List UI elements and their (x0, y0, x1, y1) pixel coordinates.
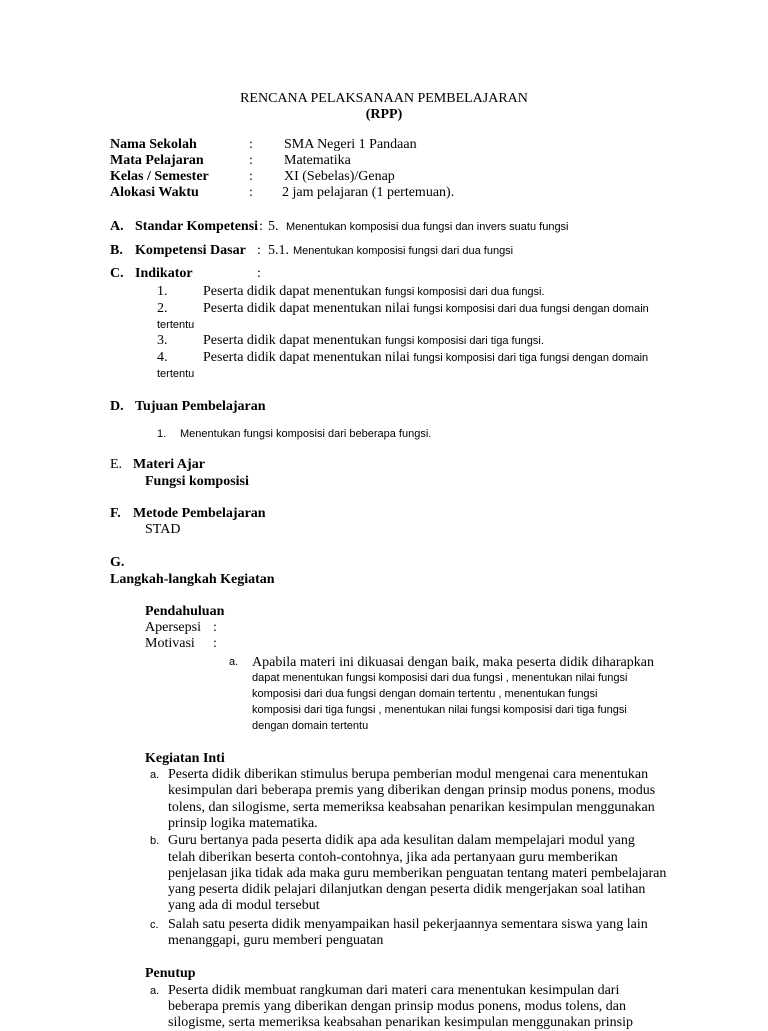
apersepsi-colon: : (213, 620, 217, 635)
motivasi-line: dengan domain tertentu (252, 720, 369, 732)
kegiatan-line: tolens, dan silogisme, serta memeriksa keabsahan penarikan kesimpulan menggunakan (168, 800, 655, 815)
info-colon: : (249, 153, 253, 168)
section-c-marker: C. (110, 266, 124, 281)
section-d-label: Tujuan Pembelajaran (135, 399, 266, 414)
kegiatan-line: Guru bertanya pada peserta didik apa ada kesulitan dalam mempelajari modul yang (168, 833, 635, 848)
penutup-heading: Penutup (145, 966, 196, 981)
document-title: RENCANA PELAKSANAAN PEMBELAJARAN (240, 91, 528, 106)
info-label-alokasi: Alokasi Waktu (110, 185, 199, 200)
motivasi-label: Motivasi (145, 636, 195, 651)
kegiatan-marker: b. (150, 835, 160, 847)
section-b-label: Kompetensi Dasar (135, 243, 246, 258)
list-item-continuation: tertentu (157, 368, 195, 380)
section-c-label: Indikator (135, 266, 193, 281)
motivasi-line: Apabila materi ini dikuasai dengan baik, maka peserta didik diharapkan (252, 655, 654, 670)
section-b-marker: B. (110, 243, 123, 258)
section-f-label: Metode Pembelajaran (133, 506, 266, 521)
list-item: 3. Peserta didik dapat menentukan fungsi komposisi dari tiga fungsi. (157, 333, 544, 348)
tujuan-number: 1. (157, 428, 167, 440)
list-item: 2. Peserta didik dapat menentukan nilai fungsi komposisi dari dua fungsi dengan domain (157, 301, 649, 316)
document-subtitle: (RPP) (365, 107, 403, 122)
section-a-label: Standar Kompetensi (135, 219, 259, 234)
list-item: 4. Peserta didik dapat menentukan nilai fungsi komposisi dari tiga fungsi dengan domain (157, 350, 649, 365)
section-e-label: Materi Ajar (133, 457, 205, 472)
info-colon: : (249, 169, 253, 184)
section-a-text: Menentukan komposisi dua fungsi dan invers suatu fungsi (286, 221, 569, 233)
apersepsi-label: Apersepsi (145, 620, 201, 635)
motivasi-line: dapat menentukan fungsi komposisi dari dua fungsi , menentukan nilai fungsi (252, 672, 628, 684)
info-value-sekolah: SMA Negeri 1 Pandaan (284, 137, 417, 152)
kegiatan-marker: a. (150, 769, 160, 781)
info-value-alokasi: 2 jam pelajaran (1 pertemuan). (282, 185, 455, 200)
section-d-marker: D. (110, 399, 124, 414)
section-b-colon: : (257, 243, 261, 258)
motivasi-marker: a. (229, 656, 239, 668)
kegiatan-line: prinsip logika matematika. (168, 816, 318, 831)
section-e-content: Fungsi komposisi (145, 474, 249, 489)
section-f-marker: F. (110, 506, 121, 521)
info-label-sekolah: Nama Sekolah (110, 137, 197, 152)
section-a-marker: A. (110, 219, 124, 234)
section-b-text: Menentukan komposisi fungsi dari dua fungsi (293, 245, 514, 257)
penutup-line: silogisme, serta memeriksa keabsahan penarikan kesimpulan menggunakan prinsip (168, 1015, 633, 1030)
penutup-line: beberapa premis yang diberikan dengan prinsip modus ponens, modus tolens, dan (168, 999, 627, 1014)
section-e-marker: E. (110, 457, 123, 472)
info-label-kelas: Kelas / Semester (110, 169, 209, 184)
info-colon: : (249, 137, 253, 152)
motivasi-colon: : (213, 636, 217, 651)
kegiatan-line: yang ada di modul tersebut (168, 898, 320, 913)
section-g-marker: G. (110, 555, 125, 570)
section-a-number: 5. (268, 219, 279, 234)
info-colon: : (249, 185, 253, 200)
list-item-continuation: tertentu (157, 319, 195, 331)
info-label-mapel: Mata Pelajaran (110, 153, 204, 168)
info-value-kelas: XI (Sebelas)/Genap (284, 169, 395, 184)
motivasi-line: komposisi dari dua fungsi dengan domain tertentu , menentukan fungsi (252, 688, 598, 700)
tujuan-text: Menentukan fungsi komposisi dari beberapa fungsi. (180, 428, 432, 440)
list-item: 1. Peserta didik dapat menentukan fungsi komposisi dari dua fungsi. (157, 284, 545, 299)
section-c-colon: : (257, 266, 261, 281)
info-value-mapel: Matematika (284, 153, 351, 168)
kegiatan-line: kesimpulan dari beberapa premis yang diberikan dengan prinsip modus ponens, modus (168, 783, 656, 798)
kegiatan-marker: c. (150, 919, 159, 931)
motivasi-line: komposisi dari tiga fungsi , menentukan nilai fungsi komposisi dari tiga fungsi (252, 704, 627, 716)
kegiatan-line: Salah satu peserta didik menyampaikan hasil pekerjaannya sementara siswa yang lain (168, 917, 648, 932)
penutup-marker: a. (150, 985, 160, 997)
kegiatan-line: yang peserta didik pelajari dilanjutkan dengan peserta didik mengerjakan soal latihan (168, 882, 646, 897)
kegiatan-line: telah diberikan beserta contoh-contohnya, jika ada pertanyaan guru memberikan (168, 850, 618, 865)
section-a-colon: : (259, 219, 263, 234)
penutup-line: Peserta didik membuat rangkuman dari materi cara menentukan kesimpulan dari (168, 983, 620, 998)
pendahuluan-heading: Pendahuluan (145, 604, 225, 619)
kegiatan-line: menanggapi, guru memberi penguatan (168, 933, 384, 948)
kegiatan-line: Peserta didik diberikan stimulus berupa pemberian modul mengenai cara menentukan (168, 767, 649, 782)
section-f-content: STAD (145, 522, 181, 537)
kegiatan-line: penjelasan jika tidak ada maka guru memberikan penguatan tentang materi pembelajaran (168, 866, 667, 881)
section-b-number: 5.1. (268, 243, 289, 258)
section-g-label: Langkah-langkah Kegiatan (110, 572, 275, 587)
kegiatan-inti-heading: Kegiatan Inti (145, 751, 225, 766)
